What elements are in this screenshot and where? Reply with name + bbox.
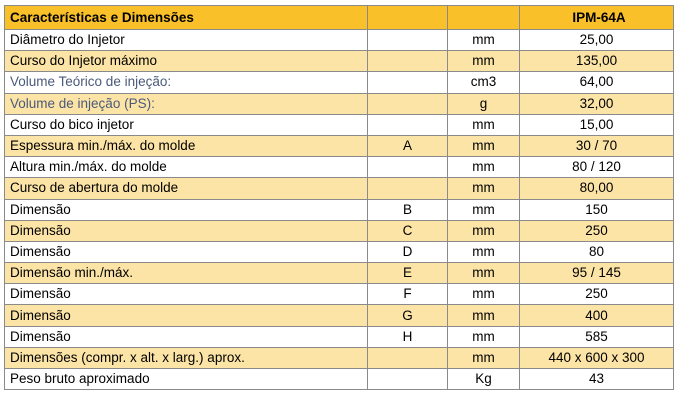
table-row bbox=[5, 241, 674, 262]
row-unit: mm bbox=[448, 347, 520, 368]
table-row bbox=[5, 93, 674, 114]
table-header-row bbox=[5, 6, 674, 30]
row-unit: mm bbox=[448, 305, 520, 326]
row-unit: mm bbox=[448, 114, 520, 135]
row-ref: D bbox=[368, 241, 448, 262]
header-model: IPM-64A bbox=[520, 6, 674, 30]
table-row bbox=[5, 326, 674, 347]
row-ref bbox=[368, 178, 448, 199]
header-unit bbox=[448, 6, 520, 30]
row-label: Dimensões (compr. x alt. x larg.) aprox. bbox=[5, 347, 368, 368]
row-value: 440 x 600 x 300 bbox=[520, 347, 674, 368]
row-value: 32,00 bbox=[520, 93, 674, 114]
row-label: Dimensão bbox=[5, 199, 368, 220]
row-label: Dimensão min./máx. bbox=[5, 263, 368, 284]
row-unit: cm3 bbox=[448, 72, 520, 93]
row-ref: H bbox=[368, 326, 448, 347]
table-row bbox=[5, 135, 674, 156]
row-value: 64,00 bbox=[520, 72, 674, 93]
row-unit: g bbox=[448, 93, 520, 114]
row-label: Diâmetro do Injetor bbox=[5, 30, 368, 51]
row-value: 43 bbox=[520, 369, 674, 390]
row-unit: mm bbox=[448, 30, 520, 51]
row-ref bbox=[368, 51, 448, 72]
row-unit: mm bbox=[448, 135, 520, 156]
row-label: Volume de injeção (PS): bbox=[5, 93, 368, 114]
row-ref: G bbox=[368, 305, 448, 326]
table-row bbox=[5, 30, 674, 51]
row-ref: C bbox=[368, 220, 448, 241]
row-value: 250 bbox=[520, 284, 674, 305]
table-row bbox=[5, 51, 674, 72]
table-row bbox=[5, 157, 674, 178]
row-value: 250 bbox=[520, 220, 674, 241]
row-unit: mm bbox=[448, 241, 520, 262]
row-value: 150 bbox=[520, 199, 674, 220]
row-label: Dimensão bbox=[5, 284, 368, 305]
table-row bbox=[5, 114, 674, 135]
row-ref: F bbox=[368, 284, 448, 305]
row-value: 80,00 bbox=[520, 178, 674, 199]
row-label: Peso bruto aproximado bbox=[5, 369, 368, 390]
row-label: Altura min./máx. do molde bbox=[5, 157, 368, 178]
row-unit: mm bbox=[448, 263, 520, 284]
row-value: 15,00 bbox=[520, 114, 674, 135]
row-value: 30 / 70 bbox=[520, 135, 674, 156]
row-ref bbox=[368, 72, 448, 93]
row-value: 80 / 120 bbox=[520, 157, 674, 178]
header-ref bbox=[368, 6, 448, 30]
row-unit: Kg bbox=[448, 369, 520, 390]
row-ref: E bbox=[368, 263, 448, 284]
row-label: Dimensão bbox=[5, 241, 368, 262]
row-label: Curso de abertura do molde bbox=[5, 178, 368, 199]
row-value: 95 / 145 bbox=[520, 263, 674, 284]
row-value: 585 bbox=[520, 326, 674, 347]
table-row bbox=[5, 369, 674, 390]
row-label: Curso do bico injetor bbox=[5, 114, 368, 135]
table-row bbox=[5, 199, 674, 220]
row-unit: mm bbox=[448, 220, 520, 241]
header-title: Características e Dimensões bbox=[5, 6, 368, 30]
table-row bbox=[5, 263, 674, 284]
row-ref bbox=[368, 93, 448, 114]
row-label: Dimensão bbox=[5, 326, 368, 347]
row-ref bbox=[368, 157, 448, 178]
row-ref: B bbox=[368, 199, 448, 220]
table-row bbox=[5, 72, 674, 93]
table-row bbox=[5, 347, 674, 368]
row-unit: mm bbox=[448, 284, 520, 305]
row-unit: mm bbox=[448, 178, 520, 199]
row-label: Curso do Injetor máximo bbox=[5, 51, 368, 72]
row-unit: mm bbox=[448, 199, 520, 220]
table-row bbox=[5, 284, 674, 305]
row-value: 25,00 bbox=[520, 30, 674, 51]
row-label: Espessura min./máx. do molde bbox=[5, 135, 368, 156]
row-unit: mm bbox=[448, 157, 520, 178]
row-label: Dimensão bbox=[5, 305, 368, 326]
row-value: 135,00 bbox=[520, 51, 674, 72]
table-row bbox=[5, 305, 674, 326]
row-ref bbox=[368, 369, 448, 390]
row-ref bbox=[368, 30, 448, 51]
row-ref: A bbox=[368, 135, 448, 156]
row-label: Dimensão bbox=[5, 220, 368, 241]
row-ref bbox=[368, 347, 448, 368]
row-ref bbox=[368, 114, 448, 135]
row-label: Volume Teórico de injeção: bbox=[5, 72, 368, 93]
row-value: 400 bbox=[520, 305, 674, 326]
row-value: 80 bbox=[520, 241, 674, 262]
table-row bbox=[5, 178, 674, 199]
row-unit: mm bbox=[448, 51, 520, 72]
row-unit: mm bbox=[448, 326, 520, 347]
table-row bbox=[5, 220, 674, 241]
specifications-table bbox=[4, 5, 674, 390]
